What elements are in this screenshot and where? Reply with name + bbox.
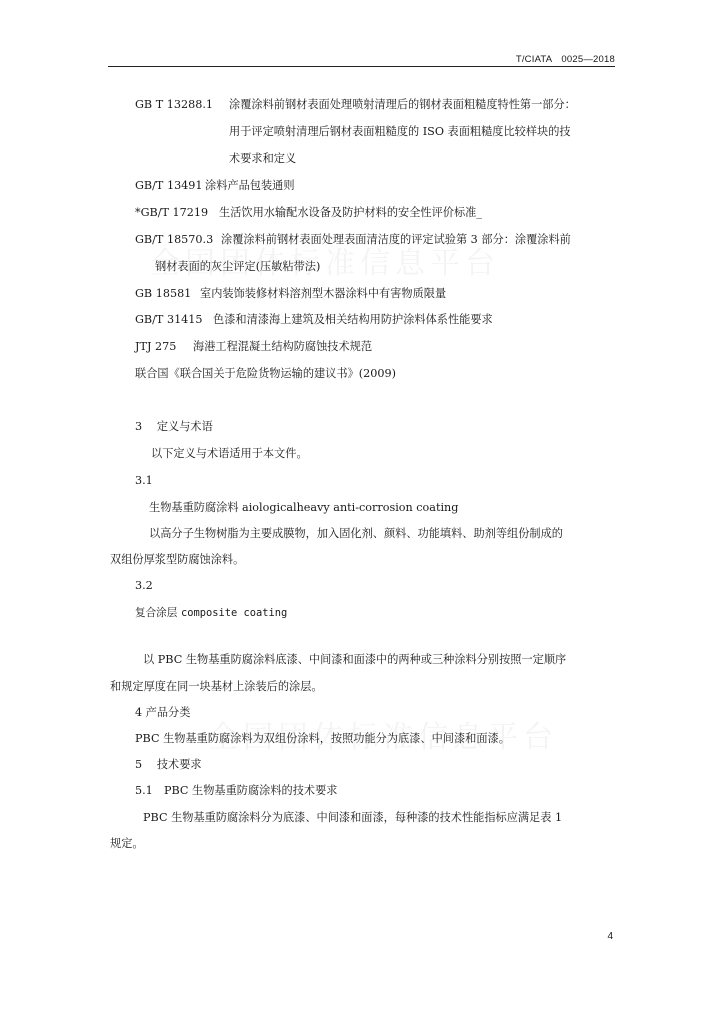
paragraph: 规定。 bbox=[110, 837, 144, 850]
document-code: T/CIATA 0025—2018 bbox=[515, 54, 615, 65]
reference-title: 涂料产品包装通则 bbox=[205, 179, 295, 192]
term-title: 生物基重防腐涂料 aiologicalheavy anti-corrosion coating bbox=[149, 501, 459, 514]
reference-code: GB/T 18570.3 bbox=[135, 233, 214, 246]
paragraph: 双组份厚浆型防腐蚀涂料。 bbox=[110, 553, 245, 566]
paragraph: PBC 生物基重防腐涂料分为底漆、中间漆和面漆，每种漆的技术性能指标应满足表 1 bbox=[143, 811, 563, 824]
paragraph: PBC 生物基重防腐涂料为双组份涂料，按照功能分为底漆、中间漆和面漆。 bbox=[135, 732, 510, 745]
term-title-cn: 复合涂层 bbox=[135, 607, 178, 619]
reference-line bbox=[135, 339, 372, 355]
reference-line bbox=[135, 178, 295, 194]
reference-code: GB 18581 bbox=[135, 287, 192, 300]
reference-continuation: 术要求和定义 bbox=[229, 152, 297, 165]
paragraph: 以高分子生物树脂为主要成膜物，加入固化剂、颜料、功能填料、助剂等组份制成的 bbox=[149, 527, 563, 540]
reference-title: 生活饮用水输配水设备及防护材料的安全性评价标准_ bbox=[219, 206, 482, 219]
reference-title: 涂覆涂料前钢材表面处理喷射清理后的钢材表面粗糙度特性第一部分： bbox=[229, 98, 576, 111]
section-heading: 5 技术要求 bbox=[135, 758, 202, 771]
reference-title: 室内装饰装修材料溶剂型木器涂料中有害物质限量 bbox=[200, 287, 447, 300]
reference-code: GB/T 13491 bbox=[135, 179, 203, 192]
header-rule bbox=[108, 66, 615, 67]
reference-line bbox=[135, 232, 571, 248]
reference-line bbox=[135, 205, 482, 221]
section-heading: 3 定义与术语 bbox=[135, 420, 213, 433]
reference-title: 涂覆涂料前钢材表面处理表面清洁度的评定试验第 3 部分：涂覆涂料前 bbox=[221, 233, 571, 246]
reference-line bbox=[135, 286, 446, 302]
reference-line bbox=[135, 312, 493, 328]
term-number: 3.2 bbox=[135, 579, 153, 592]
reference-continuation: 用于评定喷射清理后钢材表面粗糙度的 ISO 表面粗糙度比较样块的技 bbox=[229, 125, 571, 138]
term-number: 3.1 bbox=[135, 474, 153, 487]
reference-code: JTJ 275 bbox=[135, 340, 177, 353]
page-number: 4 bbox=[607, 931, 613, 942]
sub-heading: 5.1 PBC 生物基重防腐涂料的技术要求 bbox=[135, 784, 338, 797]
reference-code: GB T 13288.1 bbox=[135, 98, 213, 111]
reference-code: GB/T 31415 bbox=[135, 313, 203, 326]
reference-title: 海港工程混凝土结构防腐蚀技术规范 bbox=[193, 340, 373, 353]
term-title bbox=[135, 605, 287, 621]
paragraph: 和规定厚度在同一块基材上涂装后的涂层。 bbox=[110, 680, 323, 693]
reference-continuation: 钢材表面的灰尘评定(压敏粘带法) bbox=[155, 260, 321, 273]
reference-line bbox=[135, 97, 576, 113]
paragraph: 以 PBC 生物基重防腐涂料底漆、中间漆和面漆中的两种或三种涂料分别按照一定顺序 bbox=[143, 653, 567, 666]
reference-title: 色漆和清漆海上建筑及相关结构用防护涂料体系性能要求 bbox=[213, 313, 493, 326]
reference-code: *GB/T 17219 bbox=[135, 206, 209, 219]
reference-line: 联合国《联合国关于危险货物运输的建议书》(2009) bbox=[135, 367, 396, 380]
paragraph: 以下定义与术语适用于本文件。 bbox=[151, 447, 308, 460]
term-title-en: composite coating bbox=[180, 607, 288, 619]
section-heading: 4 产品分类 bbox=[135, 706, 191, 719]
